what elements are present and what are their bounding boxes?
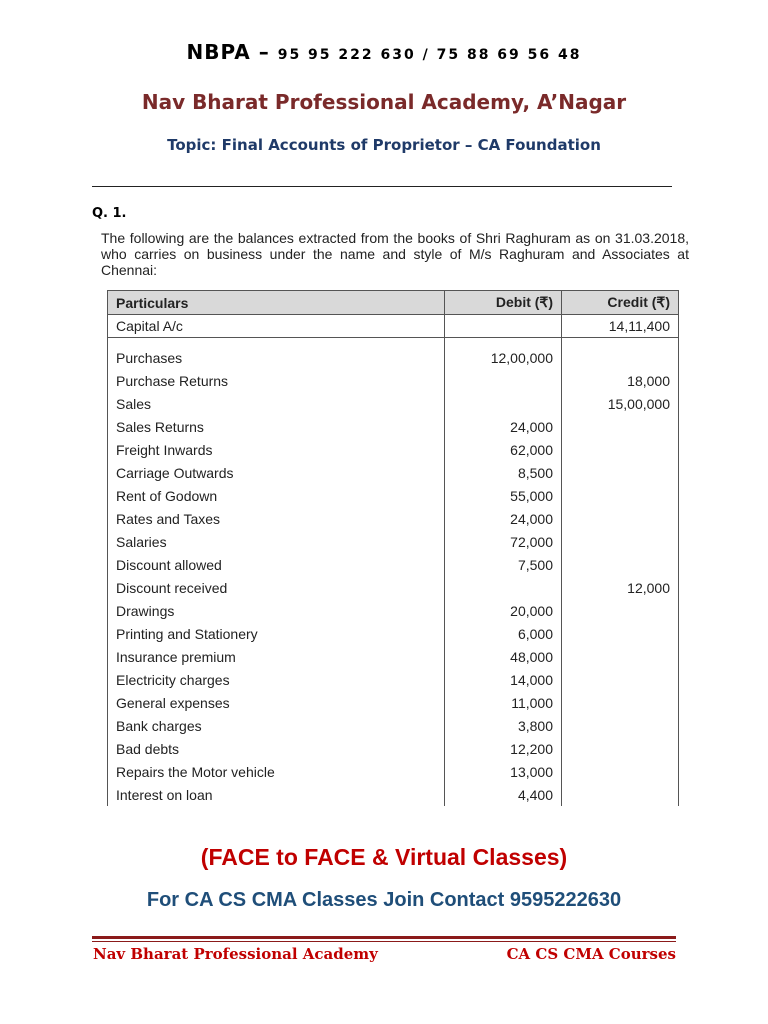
row-particular: Electricity charges xyxy=(108,668,445,691)
table-row xyxy=(108,484,679,507)
table-row xyxy=(108,369,679,392)
table-row xyxy=(108,461,679,484)
classes-banner: (FACE to FACE & Virtual Classes) xyxy=(200,844,568,870)
table-row xyxy=(108,392,679,415)
footer-rule-thick xyxy=(92,936,676,939)
row-debit: 14,000 xyxy=(445,668,562,691)
table-row xyxy=(108,622,679,645)
debit-header: Debit (₹) xyxy=(445,291,562,315)
table-header-row xyxy=(108,291,679,315)
question-label: Q. 1. xyxy=(92,206,127,221)
row-particular: Purchase Returns xyxy=(108,369,445,392)
row-particular: Rates and Taxes xyxy=(108,507,445,530)
row-credit xyxy=(562,415,679,438)
footer-rule-thin xyxy=(92,941,676,942)
row-credit xyxy=(562,438,679,461)
spacer-row xyxy=(108,338,679,347)
capital-particular: Capital A/c xyxy=(108,315,445,338)
credit-header: Credit (₹) xyxy=(562,291,679,315)
row-debit xyxy=(445,392,562,415)
row-debit: 12,200 xyxy=(445,737,562,760)
header-contact-line xyxy=(0,40,768,64)
row-debit: 55,000 xyxy=(445,484,562,507)
row-credit xyxy=(562,691,679,714)
row-particular: Drawings xyxy=(108,599,445,622)
row-debit: 48,000 xyxy=(445,645,562,668)
topic-title: Topic: Final Accounts of Proprietor – CA Foundation xyxy=(167,136,601,154)
row-debit: 24,000 xyxy=(445,507,562,530)
capital-debit xyxy=(445,315,562,338)
row-debit: 24,000 xyxy=(445,415,562,438)
row-debit: 7,500 xyxy=(445,553,562,576)
table-row xyxy=(108,530,679,553)
row-debit: 62,000 xyxy=(445,438,562,461)
row-particular: Sales Returns xyxy=(108,415,445,438)
table-row xyxy=(108,783,679,806)
row-credit xyxy=(562,484,679,507)
header-divider xyxy=(92,186,672,187)
row-debit xyxy=(445,576,562,599)
row-credit xyxy=(562,346,679,369)
row-credit xyxy=(562,760,679,783)
row-debit: 12,00,000 xyxy=(445,346,562,369)
table-row xyxy=(108,553,679,576)
footer-academy: Nav Bharat Professional Academy xyxy=(93,945,378,963)
row-particular: Rent of Godown xyxy=(108,484,445,507)
footer-courses: CA CS CMA Courses xyxy=(506,945,676,963)
row-particular: Interest on loan xyxy=(108,783,445,806)
row-debit xyxy=(445,369,562,392)
capital-row xyxy=(108,315,679,338)
row-credit xyxy=(562,622,679,645)
row-debit: 3,800 xyxy=(445,714,562,737)
row-particular: General expenses xyxy=(108,691,445,714)
question-text: The following are the balances extracted from the books of Shri Raghuram as on 31.03.2018, who carries on business under the name and style of M/s Raghuram and Associates at Chennai: xyxy=(101,230,689,278)
particulars-header: Particulars xyxy=(108,291,445,315)
row-credit xyxy=(562,599,679,622)
row-debit: 6,000 xyxy=(445,622,562,645)
table-row xyxy=(108,668,679,691)
table-row xyxy=(108,438,679,461)
row-credit: 18,000 xyxy=(562,369,679,392)
row-credit: 15,00,000 xyxy=(562,392,679,415)
brand-separator: – xyxy=(258,40,270,64)
row-credit xyxy=(562,737,679,760)
row-particular: Carriage Outwards xyxy=(108,461,445,484)
table-row xyxy=(108,691,679,714)
brand-name: NBPA xyxy=(186,40,251,64)
phone-numbers: 95 95 222 630 / 75 88 69 56 48 xyxy=(277,47,582,63)
row-credit xyxy=(562,714,679,737)
row-credit xyxy=(562,530,679,553)
balances-table xyxy=(107,290,679,806)
row-credit: 12,000 xyxy=(562,576,679,599)
table-row xyxy=(108,346,679,369)
table-row xyxy=(108,507,679,530)
row-particular: Bad debts xyxy=(108,737,445,760)
row-particular: Discount received xyxy=(108,576,445,599)
row-debit: 72,000 xyxy=(445,530,562,553)
academy-title: Nav Bharat Professional Academy, A’Nagar xyxy=(141,90,627,114)
row-particular: Freight Inwards xyxy=(108,438,445,461)
row-particular: Discount allowed xyxy=(108,553,445,576)
row-particular: Printing and Stationery xyxy=(108,622,445,645)
table-row xyxy=(108,737,679,760)
row-credit xyxy=(562,553,679,576)
row-debit: 4,400 xyxy=(445,783,562,806)
row-particular: Salaries xyxy=(108,530,445,553)
row-debit: 20,000 xyxy=(445,599,562,622)
table-row xyxy=(108,760,679,783)
table-row xyxy=(108,645,679,668)
row-debit: 11,000 xyxy=(445,691,562,714)
row-particular: Repairs the Motor vehicle xyxy=(108,760,445,783)
row-credit xyxy=(562,507,679,530)
row-particular: Bank charges xyxy=(108,714,445,737)
row-debit: 13,000 xyxy=(445,760,562,783)
capital-credit: 14,11,400 xyxy=(562,315,679,338)
table-row xyxy=(108,576,679,599)
row-credit xyxy=(562,461,679,484)
row-credit xyxy=(562,645,679,668)
contact-banner: For CA CS CMA Classes Join Contact 9595222630 xyxy=(146,889,622,911)
table-row xyxy=(108,714,679,737)
row-credit xyxy=(562,783,679,806)
table-row xyxy=(108,599,679,622)
row-particular: Purchases xyxy=(108,346,445,369)
row-debit: 8,500 xyxy=(445,461,562,484)
table-row xyxy=(108,415,679,438)
row-particular: Sales xyxy=(108,392,445,415)
row-credit xyxy=(562,668,679,691)
row-particular: Insurance premium xyxy=(108,645,445,668)
